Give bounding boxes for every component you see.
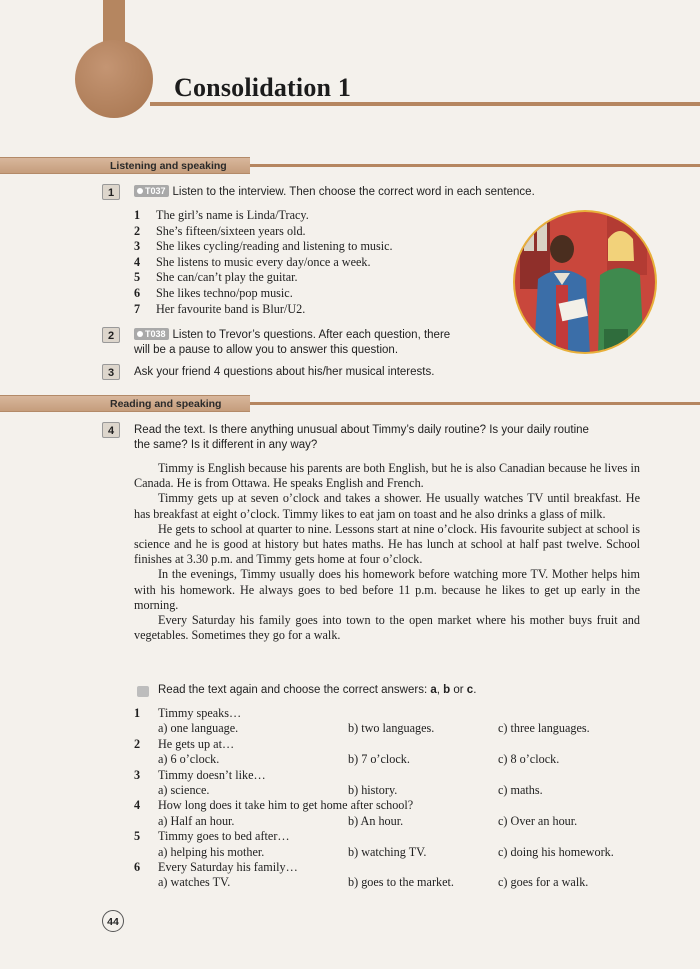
option-a[interactable]: a) Half an hour. bbox=[158, 813, 235, 828]
audio-track-badge[interactable]: T038 bbox=[134, 328, 169, 340]
question: 1 Timmy speaks… bbox=[134, 706, 242, 720]
section-header-listening: Listening and speaking bbox=[0, 157, 250, 174]
answer-options bbox=[134, 845, 654, 860]
option-c[interactable]: c) 8 o’clock. bbox=[498, 752, 560, 767]
section-rule-listening bbox=[250, 164, 700, 167]
option-a[interactable]: a) one language. bbox=[158, 721, 239, 736]
option-c[interactable]: c) maths. bbox=[498, 782, 543, 797]
exercise-3-instruction: Ask your friend 4 questions about his/her musical interests. bbox=[134, 366, 435, 378]
option-a[interactable]: a) helping his mother. bbox=[158, 844, 265, 859]
paragraph: In the evenings, Timmy usually does his homework before watching more TV. Mother helps him with his homework. He always goes to bed before 11 p.m. because he likes to get up early in the morning. bbox=[134, 567, 640, 612]
exercise-4-instruction: Read the text. Is there anything unusual about Timmy’s daily routine? Is your daily routine the same? Is it different in any way? bbox=[134, 424, 589, 451]
list-item: 4 She listens to music every day/once a week. bbox=[134, 254, 371, 269]
option-a[interactable]: a) watches TV. bbox=[158, 875, 231, 890]
option-b[interactable]: b) An hour. bbox=[348, 813, 404, 828]
option-c[interactable]: c) doing his homework. bbox=[498, 844, 614, 859]
exercise-1-list bbox=[134, 208, 494, 317]
header-disc-decoration bbox=[75, 40, 153, 118]
list-item: 7 Her favourite band is Blur/U2. bbox=[134, 301, 306, 316]
answer-options bbox=[134, 721, 654, 736]
option-a[interactable]: a) science. bbox=[158, 782, 210, 797]
exercise-number-1: 1 bbox=[102, 184, 120, 200]
answer-options bbox=[134, 875, 654, 890]
option-b[interactable]: b) goes to the market. bbox=[348, 875, 454, 890]
exercise-number-4: 4 bbox=[102, 422, 120, 438]
audio-track-badge[interactable]: T037 bbox=[134, 185, 169, 197]
question: 6 Every Saturday his family… bbox=[134, 859, 298, 874]
option-b[interactable]: b) 7 o’clock. bbox=[348, 752, 410, 767]
sub-exercise-bullet-icon bbox=[137, 686, 149, 697]
option-b[interactable]: b) two languages. bbox=[348, 721, 435, 736]
exercise-2-instruction: T038 Listen to Trevor’s questions. After each question, there will be a pause to allow you to answer this question. bbox=[134, 329, 451, 356]
reading-text bbox=[134, 461, 640, 643]
play-icon bbox=[137, 188, 143, 194]
list-item: 2 She’s fifteen/sixteen years old. bbox=[134, 223, 306, 238]
section-header-reading: Reading and speaking bbox=[0, 395, 250, 412]
option-c[interactable]: c) goes for a walk. bbox=[498, 875, 589, 890]
exercise-number-2: 2 bbox=[102, 327, 120, 343]
question: 4 How long does it take him to get home after school? bbox=[134, 798, 414, 813]
paragraph: Timmy gets up at seven o’clock and takes a shower. He usually watches TV until breakfast. He has breakfast at eight o’clock. Timmy likes to eat jam on toast and he also drinks a glass of milk. bbox=[134, 491, 640, 521]
option-c[interactable]: c) three languages. bbox=[498, 721, 590, 736]
question: 5 Timmy goes to bed after… bbox=[134, 829, 290, 844]
title-rule bbox=[150, 102, 700, 106]
list-item: 5 She can/can’t play the guitar. bbox=[134, 270, 298, 285]
multiple-choice-questions bbox=[134, 706, 654, 891]
exercise-1-instruction: T037 Listen to the interview. Then choose the correct word in each sentence. bbox=[134, 185, 535, 200]
paragraph: He gets to school at quarter to nine. Lessons start at nine o’clock. His favourite subject at school is science and he is good at history but hates maths. He has lunch at school at half past twelve. School finishes at 3.30 p.m. and Timmy gets home at four o’clock. bbox=[134, 521, 640, 567]
list-item: 1 The girl’s name is Linda/Tracy. bbox=[134, 208, 309, 222]
paragraph: Every Saturday his family goes into town to the open market where his mother buys fruit and vegetables. Sometimes they go for a walk. bbox=[134, 613, 640, 643]
play-icon bbox=[137, 331, 143, 337]
question: 3 Timmy doesn’t like… bbox=[134, 767, 266, 782]
exercise-number-3: 3 bbox=[102, 364, 120, 380]
section-rule-reading bbox=[250, 402, 700, 405]
answer-options bbox=[134, 814, 654, 829]
option-b[interactable]: b) history. bbox=[348, 782, 398, 797]
interview-illustration bbox=[512, 209, 658, 355]
option-c[interactable]: c) Over an hour. bbox=[498, 813, 578, 828]
paragraph: Timmy is English because his parents are both English, but he is also Canadian because he lives in Canada. He is from Ottawa. He speaks English and French. bbox=[134, 461, 640, 491]
answer-options bbox=[134, 752, 654, 767]
list-item: 6 She likes techno/pop music. bbox=[134, 285, 293, 300]
question: 2 He gets up at… bbox=[134, 736, 235, 751]
list-item: 3 She likes cycling/reading and listening to music. bbox=[134, 239, 393, 254]
sub-exercise-instruction: Read the text again and choose the correct answers: a, b or c. bbox=[158, 684, 477, 696]
option-b[interactable]: b) watching TV. bbox=[348, 844, 427, 859]
option-a[interactable]: a) 6 o’clock. bbox=[158, 752, 220, 767]
page-number: 44 bbox=[102, 910, 124, 932]
header-tab-bar bbox=[103, 0, 125, 45]
page-title: Consolidation 1 bbox=[174, 73, 352, 102]
answer-options bbox=[134, 783, 654, 798]
